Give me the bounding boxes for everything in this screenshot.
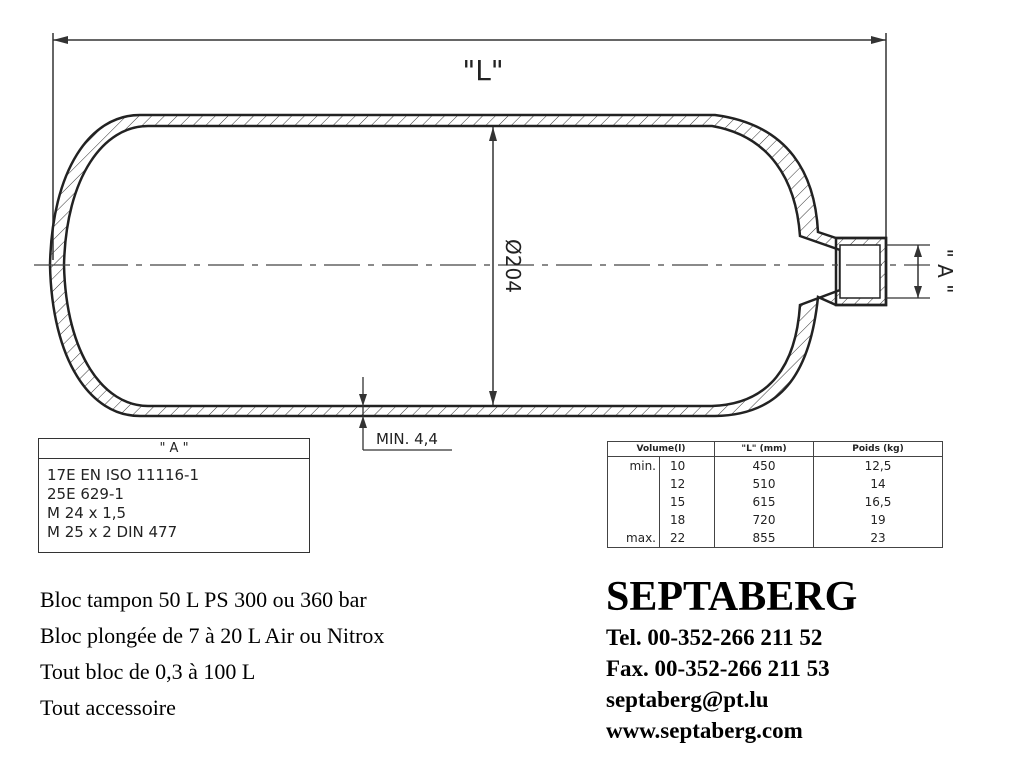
thread-spec-row: M 24 x 1,5 [47, 504, 127, 522]
row-length: 720 [715, 511, 814, 529]
row-weight: 16,5 [814, 493, 943, 511]
company-email: septaberg@pt.lu [606, 687, 769, 712]
thread-dimension-label: " A " [933, 248, 957, 294]
header-weight: Poids (kg) [814, 442, 943, 457]
row-weight: 19 [814, 511, 943, 529]
row-label [608, 475, 660, 493]
row-weight: 23 [814, 529, 943, 548]
company-tel: Tel. 00-352-266 211 52 [606, 625, 823, 650]
thread-spec-row: 25E 629-1 [47, 485, 124, 503]
row-length: 510 [715, 475, 814, 493]
row-length: 855 [715, 529, 814, 548]
row-volume: 12 [660, 475, 715, 493]
row-weight: 14 [814, 475, 943, 493]
volume-table [607, 441, 943, 548]
company-fax: Fax. 00-352-266 211 53 [606, 656, 830, 681]
row-length: 615 [715, 493, 814, 511]
service-item: Tout accessoire [40, 695, 176, 720]
row-label: min. [608, 457, 660, 476]
table-row [608, 457, 943, 476]
table-row [608, 511, 943, 529]
header-volume: Volume(l) [608, 442, 715, 457]
row-volume: 18 [660, 511, 715, 529]
thread-dimension [886, 245, 930, 298]
table-row [608, 493, 943, 511]
service-item: Bloc tampon 50 L PS 300 ou 360 bar [40, 587, 367, 612]
thread-spec-table [38, 438, 310, 553]
length-label: "L" [462, 54, 504, 87]
company-name: SEPTABERG [606, 574, 858, 620]
table-row [608, 475, 943, 493]
row-volume: 10 [660, 457, 715, 476]
company-contact [606, 572, 857, 746]
service-item: Tout bloc de 0,3 à 100 L [40, 659, 256, 684]
row-label [608, 511, 660, 529]
diameter-dimension [489, 127, 497, 405]
thread-spec-row: M 25 x 2 DIN 477 [47, 523, 178, 541]
company-website: www.septaberg.com [606, 718, 803, 743]
diameter-label: Ø204 [501, 239, 525, 293]
row-volume: 22 [660, 529, 715, 548]
table-row [608, 529, 943, 548]
row-weight: 12,5 [814, 457, 943, 476]
row-volume: 15 [660, 493, 715, 511]
row-length: 450 [715, 457, 814, 476]
services-list [40, 582, 384, 726]
header-length: "L" (mm) [715, 442, 814, 457]
row-label [608, 493, 660, 511]
min-wall-label: MIN. 4,4 [376, 430, 438, 448]
service-item: Bloc plongée de 7 à 20 L Air ou Nitrox [40, 623, 385, 648]
thread-spec-header: " A " [39, 439, 309, 459]
row-label: max. [608, 529, 660, 548]
thread-spec-row: 17E EN ISO 11116-1 [47, 466, 199, 484]
volume-table-header [608, 442, 943, 457]
